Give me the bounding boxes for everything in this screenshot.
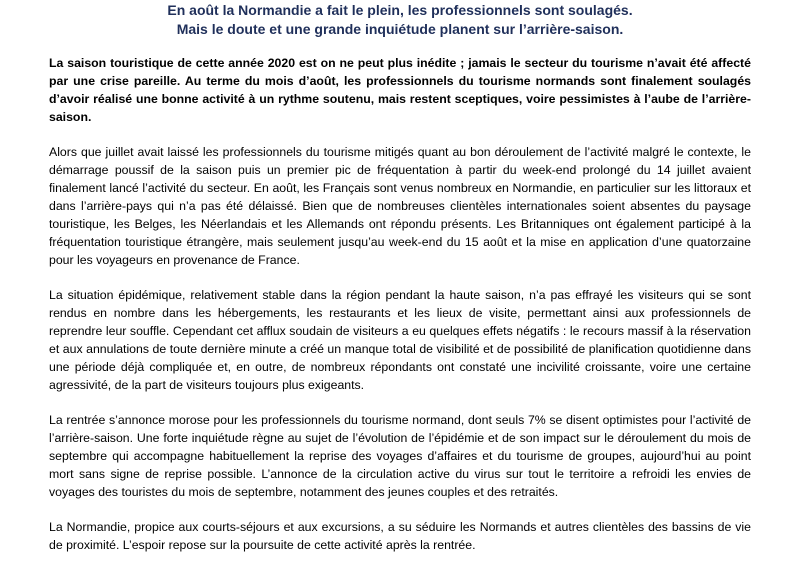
lead-paragraph: La saison touristique de cette année 2020 est on ne peut plus inédite ; jamais le secteur du tourisme n’avait été affecté par une crise pareille. Au terme du mois d’août, les professionnels du tourisme normands sont finalement soulagés d’avoir réalisé une bonne activité à un rythme soutenu, mais restent sceptiques, voire pessimistes à l’aube de l’arrière-saison. [49, 56, 751, 124]
body-paragraph-3: La rentrée s’annonce morose pour les professionnels du tourisme normand, dont seuls 7% se disent optimistes pour l’activité de l’arrière-saison. Une forte inquiétude règne au sujet de l’évolution de l’épidémie et de son impact sur le déroulement du mois de septembre qui accompagne habituellement la reprise des voyages d’affaires et du tourisme de groupes, aujourd’hui au point mort sans signe de reprise possible. L’annonce de la circulation active du virus sur tout le territoire a refroidi les envies de voyages des touristes du mois de septembre, notamment des jeunes couples et des retraités. [49, 413, 751, 499]
title-line-2: Mais le doute et une grande inquiétude planent sur l’arrière-saison. [176, 21, 624, 37]
document-title [49, 0, 751, 39]
body-paragraph-1: Alors que juillet avait laissé les professionnels du tourisme mitigés quant au bon déroulement de l’activité malgré le contexte, le démarrage poussif de la saison puis un premier pic de fréquentation à partir du week-end prolongé du 14 juillet avaient finalement lancé l’activité du secteur. En août, les Français sont venus nombreux en Normandie, en particulier sur les littoraux et dans l’arrière-pays qui n’a pas été délaissé. Bien que de nombreuses clientèles internationales soient absentes du paysage touristique, les Belges, les Néerlandais et les Allemands ont répondu présents. Les Britanniques ont également participé à la fréquentation touristique étrangère, mais seulement jusqu’au week-end du 15 août et la mise en application d’une quatorzaine pour les voyageurs en provenance de France. [49, 145, 751, 267]
body-paragraph-4: La Normandie, propice aux courts-séjours et aux excursions, a su séduire les Normands et autres clientèles des bassins de vie de proximité. L’espoir repose sur la poursuite de cette activité après la rentrée. [49, 520, 751, 552]
title-line-1: En août la Normandie a fait le plein, les professionnels sont soulagés. [167, 2, 633, 18]
body-paragraph-2: La situation épidémique, relativement stable dans la région pendant la haute saison, n’a pas effrayé les visiteurs qui se sont rendus en nombre dans les hébergements, les restaurants et les lieux de visite, permettant ainsi aux professionnels de reprendre leur souffle. Cependant cet afflux soudain de visiteurs a eu quelques effets négatifs : le recours massif à la réservation et aux annulations de toute dernière minute a créé un manque total de visibilité et de possibilité de planification quotidienne dans une période déjà compliquée et, en outre, de nombreux répondants ont constaté une incivilité croissante, voire une certaine agressivité, de la part de visiteurs toujours plus exigeants. [49, 288, 751, 392]
